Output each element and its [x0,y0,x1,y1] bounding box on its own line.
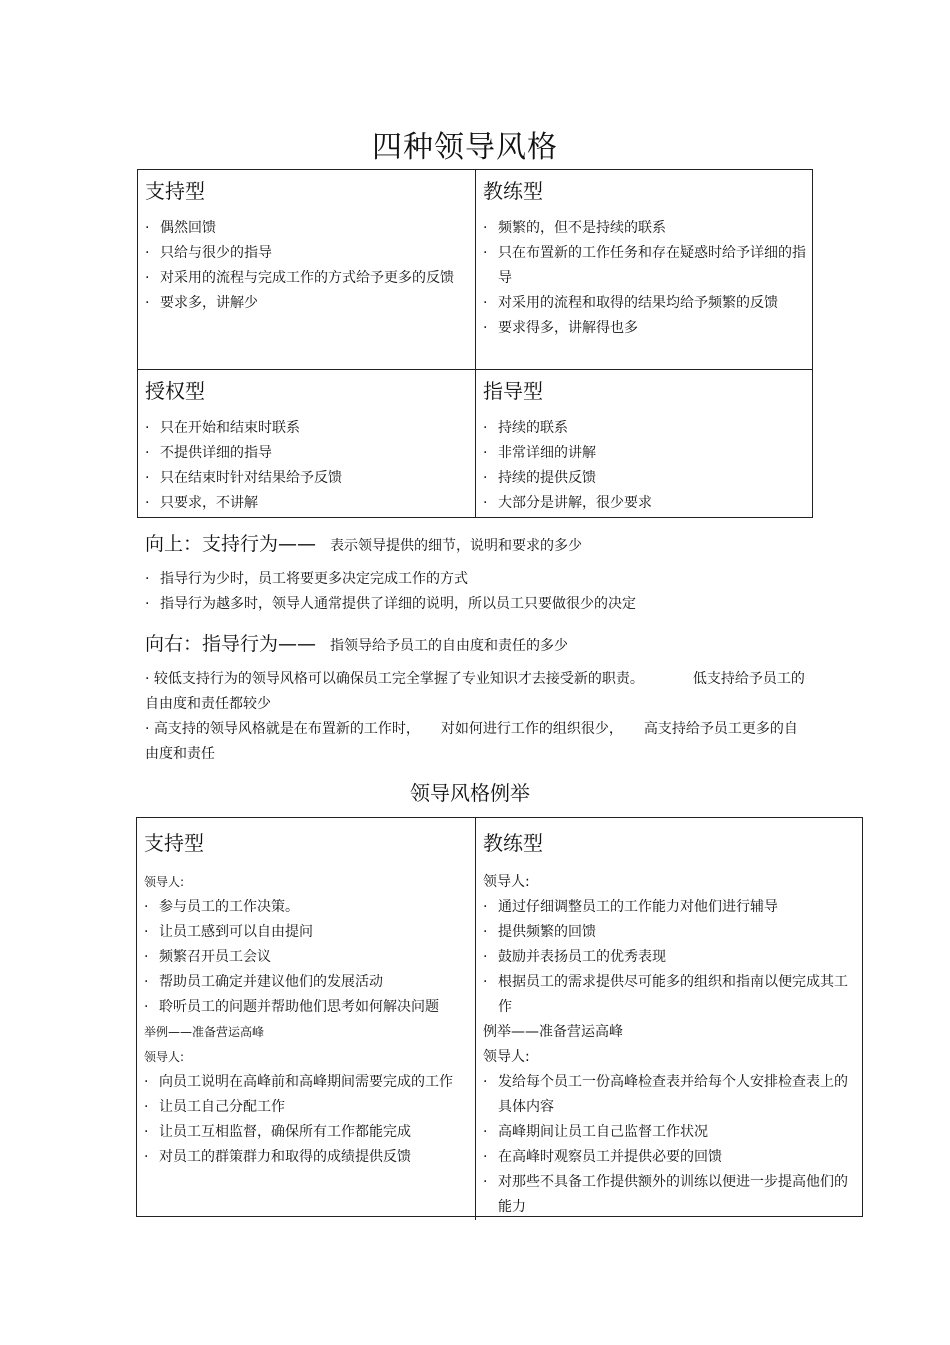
list-item: · 对采用的流程和取得的结果均给予频繁的反馈 [483,291,807,316]
four-styles-grid [137,169,813,518]
example-list [144,895,469,1020]
list-item: · 持续的联系 [483,416,807,441]
quadrant-coaching [476,170,813,370]
quadrant-list [145,416,469,516]
list-item: · 大部分是讲解，很少要求 [483,491,807,516]
list-item: · 对采用的流程与完成工作的方式给予更多的反馈 [145,266,469,291]
quadrant-title: 教练型 [483,179,543,203]
leader-label: 领导人: [483,874,530,890]
list-item: · 偶然回馈 [145,216,469,241]
list-item: · 持续的提供反馈 [483,466,807,491]
example-support [137,818,476,1220]
list-item: · 要求得多，讲解得也多 [483,316,807,341]
list-item: · 指导行为越多时，领导人通常提供了详细的说明，所以员工只要做很少的决定 [145,592,805,617]
list-item: · 要求多，讲解少 [145,291,469,316]
example-title: 教练型 [483,831,543,855]
list-item: · 对那些不具备工作提供额外的训练以便进一步提高他们的能力 [483,1170,857,1220]
up-list [145,567,805,617]
example-title: 支持型 [144,831,204,855]
quadrant-directing [476,370,813,518]
list-item: · 对员工的群策群力和取得的成绩提供反馈 [144,1145,469,1170]
up-heading-label: 向上：支持行为—— [145,533,317,555]
example-list [144,1070,469,1170]
list-item: · 只给与很少的指导 [145,241,469,266]
list-item: · 根据员工的需求提供尽可能多的组织和指南以便完成其工作 [483,970,857,1020]
quadrant-list [145,216,469,316]
example-coaching [476,818,863,1220]
list-item: · 频繁召开员工会议 [144,945,469,970]
list-item: · 参与员工的工作决策。 [144,895,469,920]
list-item: · 非常详细的讲解 [483,441,807,466]
list-item: · 聆听员工的问题并帮助他们思考如何解决问题 [144,995,469,1020]
list-item: · 让员工感到可以自由提问 [144,920,469,945]
list-item: · 帮助员工确定并建议他们的发展活动 [144,970,469,995]
example-list [483,895,857,1020]
list-item: · 只在结束时针对结果给予反馈 [145,466,469,491]
list-item: · 提供频繁的回馈 [483,920,857,945]
list-item: · 在高峰时观察员工并提供必要的回馈 [483,1145,857,1170]
page-title: 四种领导风格 [372,130,558,165]
example-label: 举例——准备营运高峰 [144,1025,265,1039]
up-heading [145,531,582,559]
leader-label: 领导人: [144,875,185,889]
up-heading-desc: 表示领导提供的细节，说明和要求的多少 [330,538,583,554]
list-item: · 只在开始和结束时联系 [145,416,469,441]
list-item: · 只在布置新的工作任务和存在疑惑时给予详细的指导 [483,241,807,291]
leader-label: 领导人: [144,1050,185,1064]
leader-label: 领导人: [483,1049,530,1065]
list-item: · 不提供详细的指导 [145,441,469,466]
list-item: · 高峰期间让员工自己监督工作状况 [483,1120,857,1145]
right-paragraph-1: · 较低支持行为的领导风格可以确保员工完全掌握了专业知识才去接受新的职责。 低支持给予员工的自由度和责任都较少 [145,671,805,712]
right-paragraph-2: · 高支持的领导风格就是在布置新的工作时， 对如何进行工作的组织很少， 高支持给予员工更多的自由度和责任 [145,721,798,762]
right-heading-label: 向右：指导行为—— [145,633,317,655]
list-item: · 发给每个员工一份高峰检查表并给每个人安排检查表上的具体内容 [483,1070,857,1120]
example-label: 例举——准备营运高峰 [483,1024,623,1040]
right-heading-desc: 指领导给予员工的自由度和责任的多少 [330,638,569,654]
right-heading [145,631,568,659]
list-item: · 让员工自己分配工作 [144,1095,469,1120]
list-item: · 指导行为少时，员工将要更多决定完成工作的方式 [145,567,805,592]
quadrant-title: 指导型 [483,379,543,403]
examples-title: 领导风格例举 [410,781,530,805]
list-item: · 频繁的，但不是持续的联系 [483,216,807,241]
list-item: · 只要求，不讲解 [145,491,469,516]
examples-grid [136,817,863,1217]
quadrant-list [483,416,807,516]
quadrant-delegating [138,370,476,518]
quadrant-support [138,170,476,370]
example-list [483,1070,857,1220]
list-item: · 向员工说明在高峰前和高峰期间需要完成的工作 [144,1070,469,1095]
list-item: · 让员工互相监督，确保所有工作都能完成 [144,1120,469,1145]
quadrant-title: 支持型 [145,179,205,203]
list-item: · 通过仔细调整员工的工作能力对他们进行辅导 [483,895,857,920]
quadrant-list [483,216,807,341]
quadrant-title: 授权型 [145,379,205,403]
list-item: · 鼓励并表扬员工的优秀表现 [483,945,857,970]
